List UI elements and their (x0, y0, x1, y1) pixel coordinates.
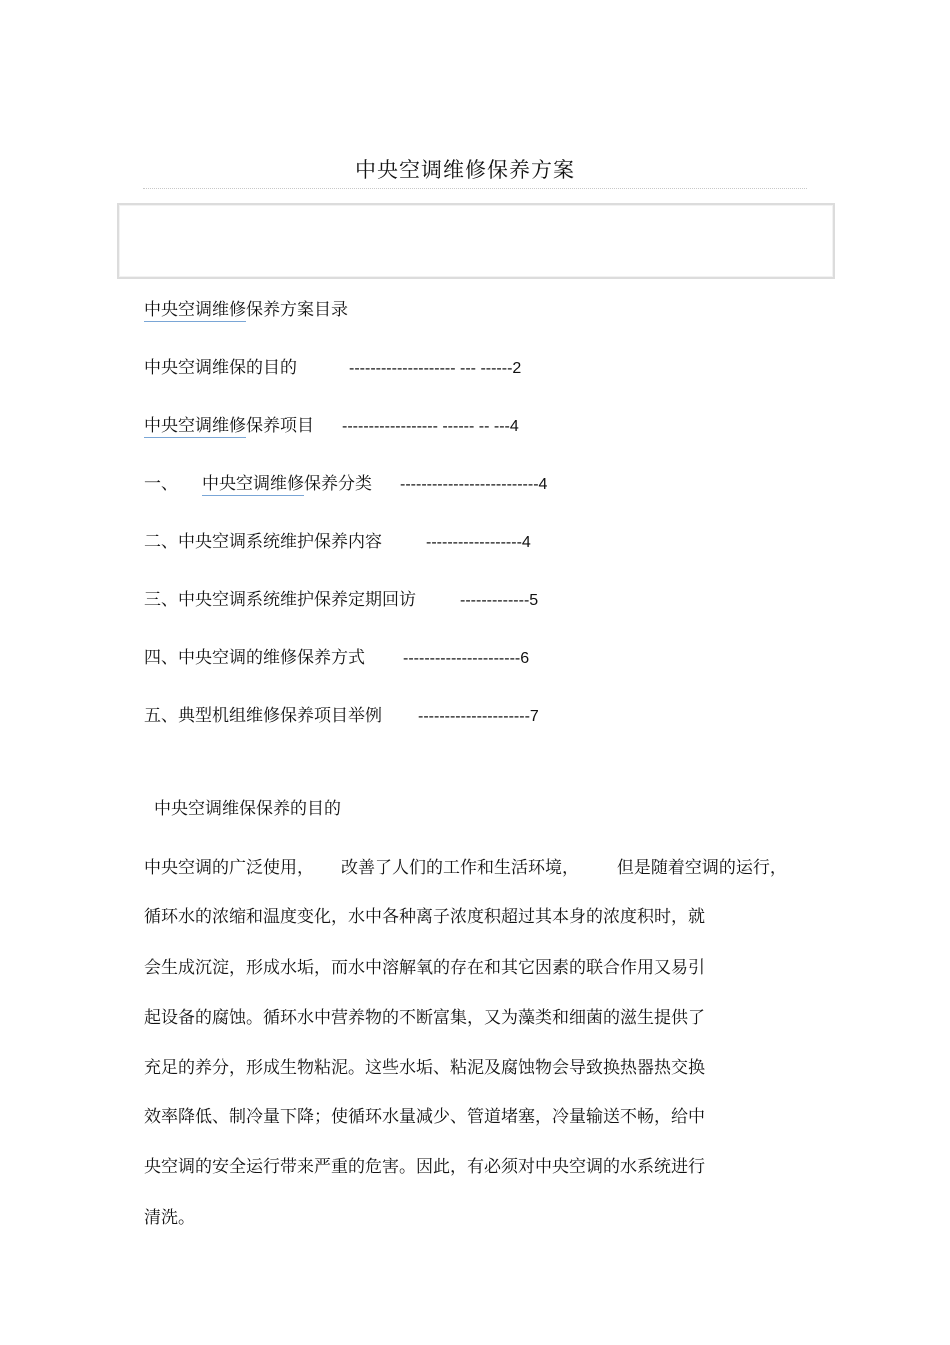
toc-item-leader: ------------------4 (426, 534, 531, 551)
toc-item-label: 二、中央空调系统维护保养内容 (144, 532, 382, 552)
toc-item-leader: ----------------------6 (403, 650, 530, 667)
toc-item-label: 三、中央空调系统维护保养定期回访 (144, 590, 416, 610)
toc-item-methods[interactable] (144, 646, 529, 671)
toc-item-label: 保养分类 (304, 474, 372, 494)
toc-item-label: 保养项目 (246, 416, 314, 436)
toc-item-purpose[interactable] (144, 356, 521, 381)
toc-item-prefix: 一、 (144, 474, 178, 494)
toc-item-regular-visits[interactable] (144, 588, 538, 613)
toc-item-link[interactable]: 中央空调维修 (202, 474, 304, 494)
toc-item-leader: ------------------ ------ -- ---4 (342, 418, 519, 435)
toc-item-leader: -------------5 (460, 592, 539, 609)
toc-item-classification[interactable] (144, 472, 547, 497)
toc-item-leader: ---------------------7 (418, 708, 539, 725)
paragraph-line: 效率降低、制冷量下降；使循环水量减少、管道堵塞，冷量输送不畅，给中 (144, 1107, 705, 1127)
toc-item-link[interactable]: 中央空调维修 (144, 416, 246, 436)
toc-heading (144, 298, 348, 322)
paragraph-line: 清洗。 (144, 1208, 195, 1228)
document-title: 中央空调维修保养方案 (355, 158, 575, 182)
paragraph-line: 循环水的浓缩和温度变化，水中各种离子浓度积超过其本身的浓度积时，就 (144, 907, 705, 927)
title-divider (143, 188, 807, 189)
toc-item-label: 四、中央空调的维修保养方式 (144, 648, 365, 668)
paragraph-line: 充足的养分，形成生物粘泥。这些水垢、粘泥及腐蚀物会导致换热器热交换 (144, 1058, 705, 1078)
paragraph-line: 中央空调的广泛使用， 改善了人们的工作和生活环境， 但是随着空调的运行， (144, 858, 787, 878)
toc-item-leader: -------------------- --- ------2 (349, 360, 522, 377)
toc-item-maintenance-content[interactable] (144, 530, 531, 555)
empty-frame (117, 203, 835, 279)
section-heading: 中央空调维保保养的目的 (154, 799, 341, 819)
toc-item-leader: --------------------------4 (400, 476, 548, 493)
toc-item-label: 中央空调维保的目的 (144, 358, 297, 378)
paragraph-line: 起设备的腐蚀。循环水中营养物的不断富集，又为藻类和细菌的滋生提供了 (144, 1008, 705, 1028)
paragraph-line: 央空调的安全运行带来严重的危害。因此，有必须对中央空调的水系统进行 (144, 1157, 705, 1177)
toc-heading-link[interactable]: 中央空调维修 (144, 300, 246, 320)
paragraph-line: 会生成沉淀，形成水垢，而水中溶解氧的存在和其它因素的联合作用又易引 (144, 958, 705, 978)
toc-item-examples[interactable] (144, 704, 539, 729)
toc-item-projects[interactable] (144, 414, 519, 439)
toc-item-label: 五、典型机组维修保养项目举例 (144, 706, 382, 726)
toc-heading-text: 保养方案目录 (246, 300, 348, 320)
